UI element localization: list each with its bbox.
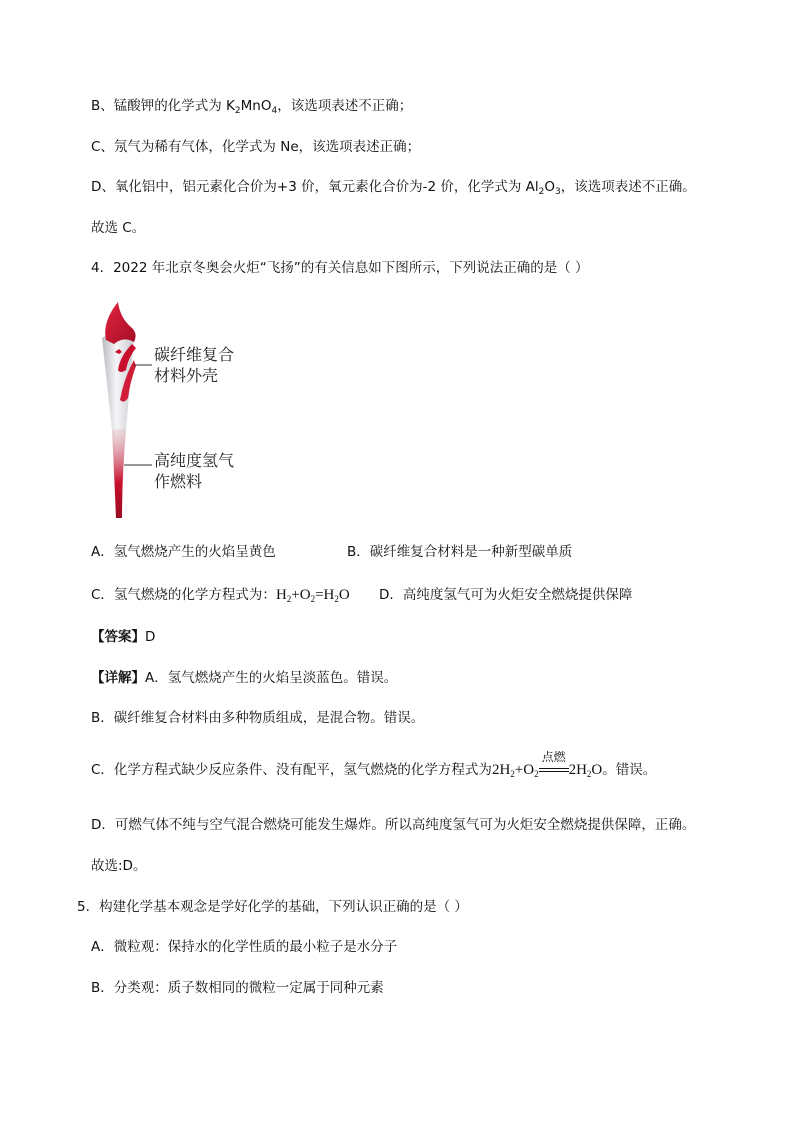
option-c-formula: $H_2+O_2=H_2O$ [275,587,350,604]
detail-c: C．化学方程式缺少反应条件、没有配平，氢气燃烧的化学方程式为$2H_2+O_2$ 点燃 $2H_2O$。错误。 [91,760,656,784]
detail-label: 【详解】 [91,670,145,686]
answer-value: D [145,629,156,645]
answer-line [91,627,155,647]
reaction-arrow [539,749,569,778]
option-b-explanation: B、锰酸钾的化学式为 $K_2MnO_4$，该选项表述不正确； [91,98,413,116]
option-d-explanation: D、氧化铝中，铝元素化合价为+3 价，氧元素化合价为-2 价，化学式为 $Al_2O_3$，该选项表述不正确。 [91,179,696,197]
detail-a: 【详解】A．氢气燃烧产生的火焰呈淡蓝色。错误。 [91,670,398,686]
label-shell-line-1: 碳纤维复合 [154,345,235,364]
detail-d: D．可燃气体不纯与空气混合燃烧可能发生爆炸。所以高纯度氢气可为火炬安全燃烧提供保障，正确。 [91,817,696,833]
detail-c-formula: $2H_2+O_2$ 点燃 $2H_2O$ [492,760,602,784]
option-c-explanation: C、氖气为稀有气体，化学式为 Ne，该选项表述正确； [91,139,421,155]
label-shell-line-2: 材料外壳 [154,366,219,385]
q5-option-b: B．分类观：质子数相同的微粒一定属于同种元素 [91,980,384,996]
q5-option-a: A．微粒观：保持水的化学性质的最小粒子是水分子 [91,939,398,955]
option-c: C．氢气燃烧的化学方程式为：$H_2+O_2=H_2O$ [91,587,350,604]
answer-label: 【答案】 [91,629,145,645]
option-d: D．高纯度氢气可为火炬安全燃烧提供保障 [379,587,633,603]
answer-choice-d: 故选:D。 [91,858,147,874]
detail-b: B．碳纤维复合材料由多种物质组成，是混合物。错误。 [91,710,425,726]
label-fuel-line-2: 作燃料 [154,472,203,491]
option-a: A．氢气燃烧产生的火焰呈黄色 [91,544,276,560]
torch-figure [96,300,256,522]
reaction-condition: 点燃 [541,749,566,764]
option-b: B．碳纤维复合材料是一种新型碳单质 [347,544,573,560]
question-4: 4．2022 年北京冬奥会火炬“飞扬”的有关信息如下图所示，下列说法正确的是（ ） [91,260,589,276]
answer-choice-c: 故选 C。 [91,220,146,236]
label-fuel-line-1: 高纯度氢气 [154,451,235,470]
question-5: 5．构建化学基本观念是学好化学的基础，下列认识正确的是（ ） [77,899,468,915]
